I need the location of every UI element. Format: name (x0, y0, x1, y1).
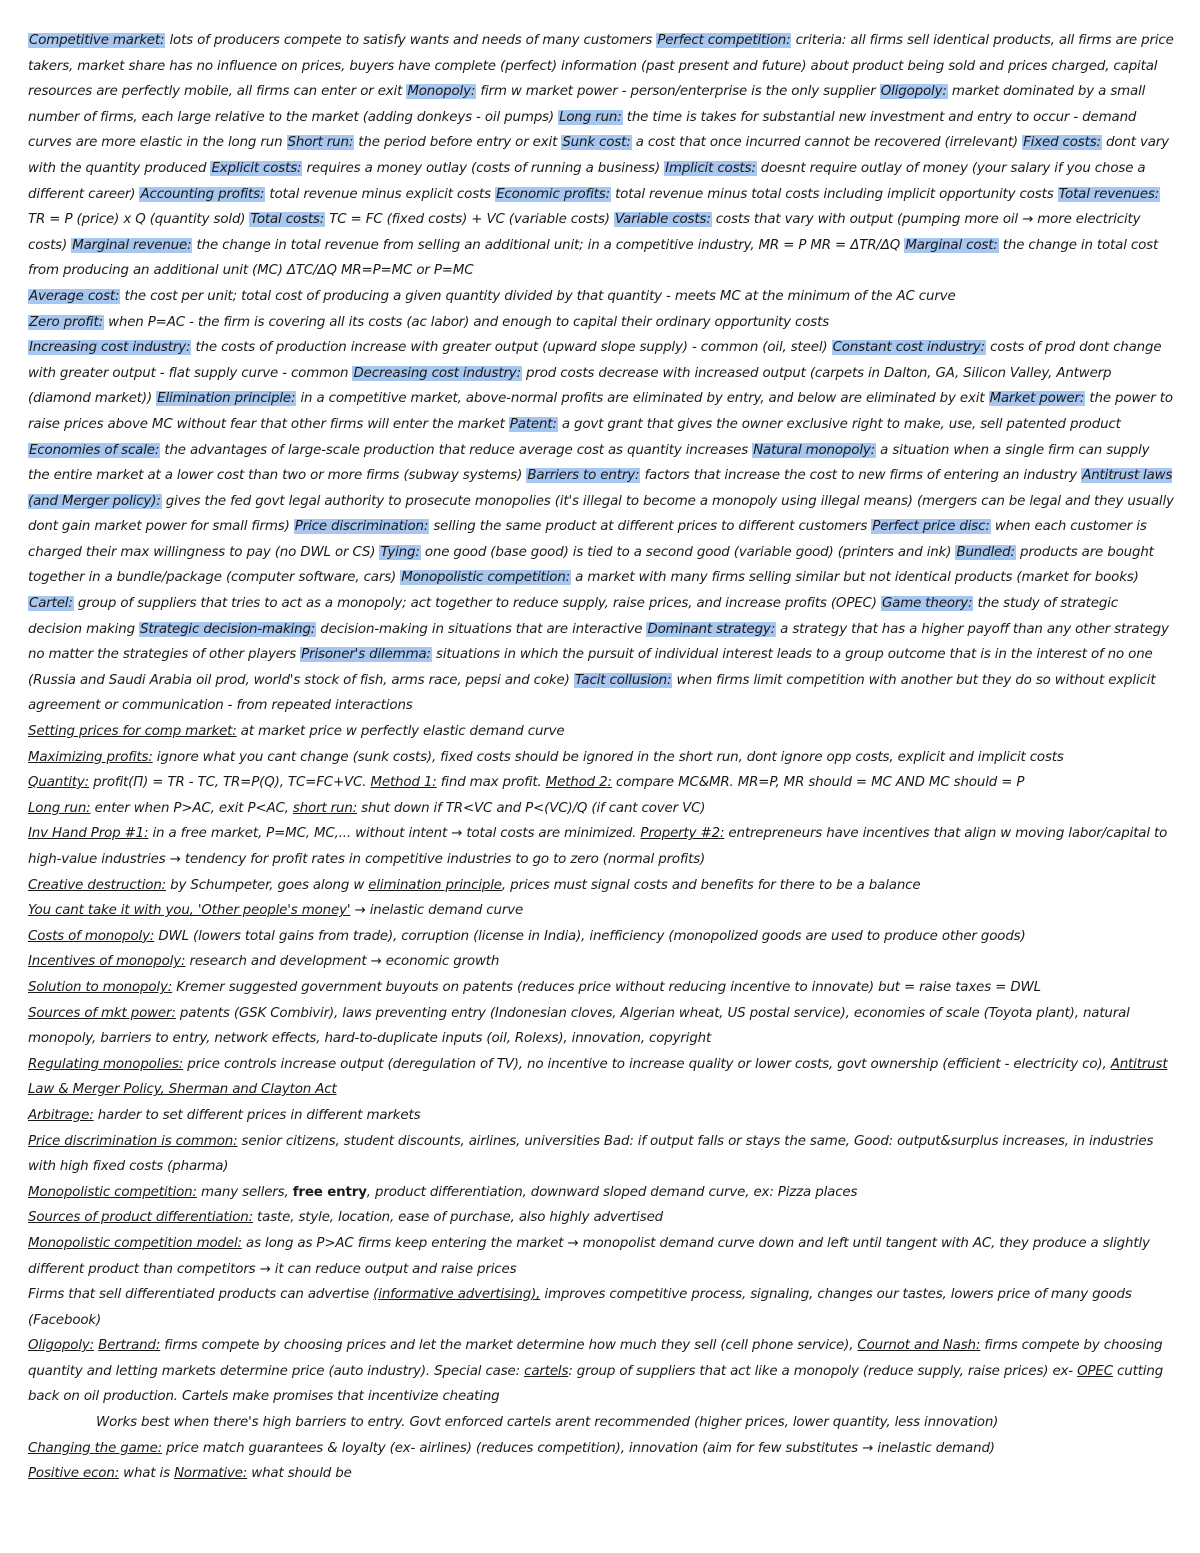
note-paragraph (28, 898, 1174, 924)
note-text: firms compete by choosing prices and let the market determine how much they sell (cell phone service), (160, 1338, 858, 1354)
note-text: the cost per unit; total cost of producing a given quantity divided by that quantity - meets MC at the minimum of the AC curve (120, 288, 956, 304)
note-text: the period before entry or exit (354, 135, 562, 151)
underlined-term: Setting prices for comp market: (28, 724, 237, 740)
highlighted-term: Tacit collusion: (574, 672, 672, 688)
note-paragraph (28, 1205, 1174, 1231)
underlined-term: Creative destruction: (28, 877, 167, 893)
note-text: enter when P>AC, exit P<AC, (90, 800, 293, 816)
bold-term: free entry (292, 1184, 367, 1200)
note-text: what is (119, 1466, 175, 1482)
note-paragraph (28, 1282, 1174, 1333)
underlined-term: Normative: (174, 1466, 248, 1482)
underlined-term: Changing the game: (28, 1440, 163, 1456)
underlined-term: Oligopoly: (28, 1338, 95, 1354)
note-text: factors that increase the cost to new firms of entering an industry (640, 468, 1082, 484)
note-paragraph (28, 335, 1174, 719)
note-paragraph (28, 1103, 1174, 1129)
note-text: profit(Π) = TR - TC, TR=P(Q), TC=FC+VC. (89, 775, 371, 791)
note-text: DWL (lowers total gains from trade), corruption (license in India), inefficiency (monopolized goods are used to produce other goods) (154, 928, 1026, 944)
note-text: Kremer suggested government buyouts on patents (reduces price without reducing incentive to innovate) but = raise taxes = DWL (172, 979, 1041, 995)
note-paragraph (28, 949, 1174, 975)
highlighted-term: Perfect price disc: (872, 519, 990, 535)
note-text: group of suppliers that tries to act as a monopoly; act together to reduce supply, raise prices, and increase profits (OPEC) (73, 596, 881, 612)
note-paragraph (28, 28, 1174, 284)
note-paragraph (28, 1180, 1174, 1206)
note-text: doesnt require outlay of money (your salary if you chose a different career) (28, 160, 1146, 202)
note-text: price controls increase output (deregulation of TV), no incentive to increase quality or lower costs, govt ownership (efficient - electricity co), (183, 1056, 1111, 1072)
note-paragraph (28, 284, 1174, 310)
note-paragraph (28, 821, 1174, 872)
note-text: market dominated by a small number of firms, each large relative to the market (adding donkeys - oil pumps) (28, 84, 1146, 125)
note-text: TC = FC (fixed costs) + VC (variable costs) (325, 212, 614, 228)
highlighted-term: Variable costs: (615, 212, 711, 228)
note-text: the costs of production increase with greater output (upward slope supply) - common (oil, steel) (191, 340, 832, 356)
underlined-term: Inv Hand Prop #1: (28, 826, 149, 842)
note-text: TR = P (price) x Q (quantity sold) (28, 212, 250, 228)
note-paragraph (28, 1052, 1174, 1103)
note-paragraph (28, 1410, 1174, 1436)
note-paragraph (28, 1001, 1174, 1052)
note-text: total revenue minus explicit costs (265, 186, 496, 202)
note-text: the study of strategic decision making (28, 596, 1118, 637)
note-text: the advantages of large-scale production that reduce average cost as quantity increases (160, 442, 753, 458)
highlighted-term: Natural monopoly: (753, 442, 876, 458)
highlighted-term: Sunk cost: (562, 135, 631, 151)
note-paragraph (28, 770, 1174, 796)
highlighted-term: Dominant strategy: (647, 621, 776, 637)
underlined-term: Solution to monopoly: (28, 979, 173, 995)
note-text: the change in total revenue from selling an additional unit; in a competitive industry, MR = P MR = ΔTR/ΔQ (192, 237, 905, 253)
note-text: requires a money outlay (costs of running a business) (302, 160, 665, 176)
note-text: price match guarantees & loyalty (ex- airlines) (reduces competition), innovation (aim for few substitutes → inelastic demand) (162, 1440, 995, 1456)
underlined-term: Sources of product differentiation: (28, 1210, 253, 1226)
underlined-term: Cournot and Nash: (857, 1338, 981, 1354)
highlighted-term: Patent: (509, 416, 557, 432)
highlighted-term: Tying: (380, 544, 420, 560)
highlighted-term: Price discrimination: (294, 519, 429, 535)
highlighted-term: Monopolistic competition: (401, 570, 571, 586)
note-paragraph (28, 1129, 1174, 1180)
note-text: patents (GSK Combivir), laws preventing entry (Indonesian cloves, Algerian wheat, US postal service), economies of scale (Toyota plant), natural monopoly, barriers to entry, network effects, hard-to-duplicate inputs (oil, Rolexs), innovation, copyright (28, 1005, 1130, 1047)
highlighted-term: Game theory: (881, 596, 973, 612)
note-paragraph (28, 745, 1174, 771)
highlighted-term: Increasing cost industry: (29, 340, 191, 356)
highlighted-term: Market power: (989, 391, 1085, 407)
highlighted-term: Elimination principle: (157, 391, 296, 407)
note-paragraph (28, 1231, 1174, 1282)
highlighted-term: Decreasing cost industry: (353, 365, 521, 381)
note-text: gives the fed govt legal authority to prosecute monopolies (it's illegal to become a monopoly using illegal means) (mergers can be legal and they usually dont gain market power for small firms) (28, 493, 1174, 535)
note-text: lots of producers compete to satisfy wants and needs of many customers (165, 33, 657, 48)
note-text: a market with many firms selling similar but not identical products (market for books) (571, 570, 1139, 586)
note-text: what should be (247, 1466, 352, 1482)
note-text: one good (base good) is tied to a second good (variable good) (printers and ink) (420, 544, 956, 560)
note-text: improves competitive process, signaling, changes our tastes, lowers price of many goods (Facebook) (28, 1287, 1132, 1328)
highlighted-term: Perfect competition: (657, 33, 791, 48)
note-paragraph (28, 719, 1174, 745)
note-paragraph (28, 975, 1174, 1001)
note-text: a strategy that has a higher payoff than any other strategy no matter the strategies of other players (28, 621, 1169, 663)
highlighted-term: Competitive market: (29, 33, 165, 48)
highlighted-term: Average cost: (29, 288, 120, 304)
note-text: in a free market, P=MC, MC,... without intent → total costs are minimized. (148, 826, 641, 842)
highlighted-term: Cartel: (29, 596, 73, 612)
note-text: situations in which the pursuit of individual interest leads to a group outcome that is in the interest of no one (Russia and Saudi Arabia oil prod, world's stock of fish, arms race, pepsi and coke) (28, 647, 1153, 688)
note-text: many sellers, (196, 1184, 293, 1200)
note-text: , product differentiation, downward sloped demand curve, ex: Pizza places (366, 1184, 858, 1200)
underlined-term: cartels (524, 1363, 569, 1379)
highlighted-term: Oligopoly: (880, 84, 947, 100)
note-text: prod costs decrease with increased output (carpets in Dalton, GA, Silicon Valley, Antwerp (diamond market)) (28, 365, 1112, 407)
note-text: costs of prod dont change with greater output - flat supply curve - common (28, 340, 1162, 381)
note-text: cutting back on oil production. Cartels make promises that incentivize cheating (28, 1363, 1164, 1405)
note-paragraph (28, 1461, 1174, 1487)
highlighted-term: Total costs: (250, 212, 325, 228)
note-paragraph (28, 796, 1174, 822)
note-text: firms compete by choosing quantity and letting markets determine price (auto industry). Special case: (28, 1338, 1163, 1379)
underlined-term: Sources of mkt power: (28, 1005, 176, 1021)
highlighted-term: Marginal cost: (905, 237, 998, 253)
underlined-term: Antitrust Law & Merger Policy, Sherman and Clayton Act (28, 1056, 1168, 1098)
underlined-term: elimination principle (368, 877, 502, 893)
highlighted-term: Fixed costs: (1023, 135, 1101, 151)
underlined-term: Monopolistic competition model: (28, 1235, 242, 1251)
note-text: find max profit. (436, 775, 546, 791)
underlined-term: Incentives of monopoly: (28, 954, 186, 970)
highlighted-term: Long run: (559, 109, 622, 125)
underlined-term: Regulating monopolies: (28, 1056, 184, 1072)
note-text: by Schumpeter, goes along w (166, 877, 369, 893)
highlighted-term: Marginal revenue: (72, 237, 192, 253)
underlined-term: Monopolistic competition: (28, 1184, 197, 1200)
underlined-term: OPEC (1077, 1363, 1113, 1379)
note-text: → inelastic demand curve (350, 903, 524, 919)
note-text: the change in total cost from producing an additional unit (MC) ΔTC/ΔQ MR=P=MC or P=MC (28, 237, 1159, 279)
underlined-term: Arbitrage: (28, 1107, 94, 1123)
highlighted-term: Zero profit: (29, 314, 103, 330)
note-text: at market price w perfectly elastic demand curve (236, 724, 565, 740)
highlighted-term: Bundled: (956, 544, 1015, 560)
note-paragraph (28, 924, 1174, 950)
underlined-term: Property #2: (640, 826, 725, 842)
note-text: senior citizens, student discounts, airlines, universities Bad: if output falls or stays the same, Good: output&surplus increases, in industries with high fixed costs (pharma) (28, 1133, 1154, 1175)
underlined-term: Bertrand: (98, 1338, 161, 1354)
highlighted-term: Economies of scale: (29, 442, 160, 458)
note-text: decision-making in situations that are interactive (316, 621, 647, 637)
note-text: dont vary with the quantity produced (28, 135, 1169, 176)
note-text: , prices must signal costs and benefits for there to be a balance (501, 877, 921, 893)
note-text: Firms that sell differentiated products can advertise (28, 1287, 374, 1303)
note-text: research and development → economic growth (185, 954, 500, 970)
highlighted-term: Barriers to entry: (527, 468, 640, 484)
highlighted-term: Short run: (287, 135, 354, 151)
highlighted-term: Constant cost industry: (832, 340, 985, 356)
highlighted-term: Economic profits: (496, 186, 610, 202)
underlined-term: Method 1: (370, 775, 437, 791)
note-text: when firms limit competition with another but they do so without explicit agreement or communication - from repeated interactions (28, 672, 1156, 714)
note-text: : group of suppliers that act like a monopoly (reduce supply, raise prices) ex- (568, 1363, 1078, 1379)
highlighted-term: Strategic decision-making: (140, 621, 316, 637)
note-text: harder to set different prices in different markets (93, 1107, 421, 1123)
note-text: Works best when there's high barriers to entry. Govt enforced cartels arent recommended (higher prices, lower quantity, less innovation) (96, 1415, 999, 1431)
highlighted-term: Prisoner's dilemma: (301, 647, 431, 663)
note-text: selling the same product at different prices to different customers (429, 519, 872, 535)
highlighted-term: Implicit costs: (665, 160, 756, 176)
underlined-term: Long run: (28, 800, 91, 816)
note-paragraph (28, 1436, 1174, 1462)
note-text: a cost that once incurred cannot be recovered (irrelevant) (631, 135, 1023, 151)
note-text: shut down if TR<VC and P<(VC)/Q (if cant cover VC) (357, 800, 706, 816)
note-text: in a competitive market, above-normal profits are eliminated by entry, and below are eliminated by exit (296, 391, 989, 407)
note-text: ignore what you cant change (sunk costs), fixed costs should be ignored in the short run, dont ignore opp costs, explicit and implicit costs (152, 749, 1064, 765)
note-text: products are bought together in a bundle/package (computer software, cars) (28, 544, 1154, 586)
underlined-term: short run: (292, 800, 358, 816)
note-text: total revenue minus total costs including implicit opportunity costs (610, 186, 1058, 202)
note-text: the power to raise prices above MC without fear that other firms will enter the market (28, 391, 1173, 432)
note-text: costs that vary with output (pumping more oil → more electricity costs) (28, 212, 1141, 253)
underlined-term: Method 2: (545, 775, 612, 791)
underlined-term: (informative advertising), (373, 1287, 541, 1303)
note-text: the time is takes for substantial new investment and entry to occur - demand curves are more elastic in the long run (28, 109, 1137, 151)
note-text: a situation when a single firm can supply the entire market at a lower cost than two or more firms (subway systems) (28, 442, 1150, 484)
underlined-term: Costs of monopoly: (28, 928, 155, 944)
note-text: criteria: all firms sell identical products, all firms are price takers, market share has no influence on prices, buyers have complete (perfect) information (past present and future) about product being sold and prices charged, capital resources are perfectly mobile, all firms can enter or exit (28, 33, 1174, 100)
note-text: compare MC&MR. MR=P, MR should = MC AND MC should = P (611, 775, 1025, 791)
highlighted-term: Accounting profits: (140, 186, 265, 202)
note-text: when each customer is charged their max willingness to pay (no DWL or CS) (28, 519, 1147, 560)
note-text: taste, style, location, ease of purchase, also highly advertised (252, 1210, 664, 1226)
underlined-term: Maximizing profits: (28, 749, 153, 765)
note-text: firm w market power - person/enterprise is the only supplier (476, 84, 880, 100)
note-paragraph (28, 1333, 1174, 1410)
underlined-term: Positive econ: (28, 1466, 120, 1482)
highlighted-term: Explicit costs: (211, 160, 302, 176)
underlined-term: You cant take it with you, 'Other people's money' (28, 903, 351, 919)
underlined-term: Quantity: (28, 775, 90, 791)
study-notes (28, 28, 1174, 1487)
underlined-term: Price discrimination is common: (28, 1133, 238, 1149)
note-paragraph (28, 310, 1174, 336)
highlighted-term: Monopoly: (407, 84, 476, 100)
note-text: as long as P>AC firms keep entering the market → monopolist demand curve down and left until tangent with AC, they produce a slightly different product than competitors → it can reduce output and raise prices (28, 1235, 1150, 1277)
highlighted-term: Antitrust laws (and Merger policy): (28, 468, 1173, 509)
note-text: entrepreneurs have incentives that align w moving labor/capital to high-value industries → tendency for profit rates in competitive industries to go to zero (normal profits) (28, 826, 1168, 867)
highlighted-term: Total revenues: (1058, 186, 1160, 202)
note-paragraph (28, 873, 1174, 899)
note-text: when P=AC - the firm is covering all its costs (ac labor) and enough to capital their ordinary opportunity costs (103, 314, 830, 330)
note-text: a govt grant that gives the owner exclusive right to make, use, sell patented product (557, 416, 1121, 432)
